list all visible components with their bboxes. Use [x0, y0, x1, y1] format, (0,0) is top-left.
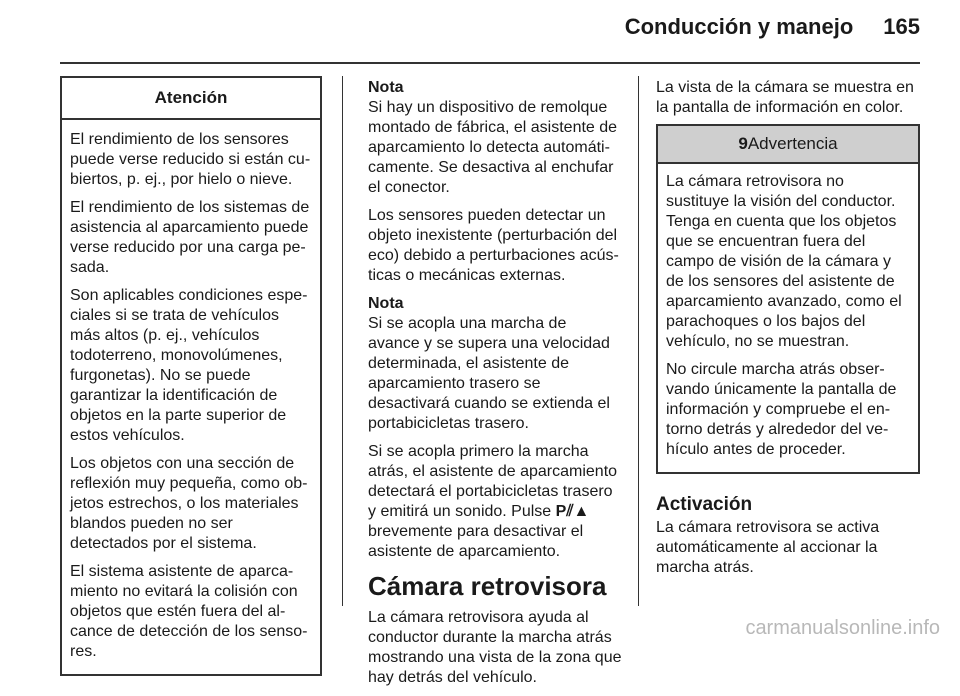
note-text: Si hay un dispositivo de remolque montado de fábrica, el asistente de aparcamiento lo detecta automáticamente. Se desactiva al enchufar el conector.	[368, 99, 618, 196]
warning-header	[658, 126, 918, 164]
attention-paragraph: Son aplicables condiciones especiales si se trata de vehículos más altos (p. ej., vehículos todoterreno, monovolúmenes, furgonetas). No se puede garantizar la identificación de objetos en la parte superior de estos vehículos.	[70, 287, 308, 444]
section-heading: Cámara retrovisora	[368, 571, 607, 601]
attention-paragraph: Los objetos con una sección de reflexión muy pequeña, como objetos estrechos, o los materiales blandos pueden no ser detectados por el sistema.	[70, 455, 308, 552]
column-divider-left	[342, 76, 343, 606]
right-column	[656, 78, 920, 586]
warning-triangle-icon: 9	[738, 134, 748, 153]
warning-body	[658, 164, 918, 472]
attention-paragraph: El rendimiento de los sensores puede verse reducido si están cubiertos, p. ej., por hielo o nieve.	[70, 131, 311, 188]
note-label: Nota	[368, 295, 404, 312]
left-column	[60, 76, 322, 676]
body-paragraph: Los sensores pueden detectar un objeto inexistente (perturbación del eco) debido a perturbaciones acústicas o mecánicas externas.	[368, 207, 619, 284]
text-span: brevemente para desactivar el asistente de aparcamiento.	[368, 523, 584, 560]
warning-paragraph: No circule marcha atrás observando únicamente la pantalla de información y compruebe el entorno detrás y alrededor del vehículo antes de proceder.	[666, 361, 897, 458]
watermark: carmanualsonline.info	[745, 617, 940, 639]
intro-paragraph: La vista de la cámara se muestra en la pantalla de información en color.	[656, 79, 914, 116]
activation-text: La cámara retrovisora se activa automáticamente al accionar la marcha atrás.	[656, 519, 880, 576]
text-span: Si se acopla primero la marcha atrás, el asistente de aparcamiento detectará el portabicicletas trasero y emitirá un sonido. Pulse	[368, 443, 618, 520]
chapter-title: Conducción y manejo	[624, 14, 854, 39]
note-text: Si se acopla una marcha de avance y se supera una velocidad determinada, el asistente de aparcamiento trasero se desactivará cuando se extienda el portabicicletas trasero.	[368, 315, 610, 432]
parking-button-icon: P⫽▲	[555, 503, 590, 520]
attention-body	[62, 120, 320, 674]
activation-heading: Activación	[656, 494, 753, 515]
header-rule	[60, 62, 920, 64]
body-paragraph	[368, 442, 622, 562]
page-header	[40, 14, 920, 40]
warning-heading: Advertencia	[747, 134, 838, 153]
warning-box	[656, 124, 920, 474]
attention-paragraph: El rendimiento de los sistemas de asistencia al aparcamiento puede verse reducido por una carga pesada.	[70, 199, 310, 276]
attention-heading: Atención	[62, 78, 320, 120]
page-number: 165	[883, 14, 920, 39]
warning-paragraph: La cámara retrovisora no sustituye la visión del conductor. Tenga en cuenta que los objetos que se encuentran fuera del campo de visión de la cámara y de los sensores del asistente de aparcamiento avanzado, como el parachoques o los bajos del vehículo, no se muestran.	[666, 173, 902, 350]
middle-column	[368, 78, 622, 696]
attention-box	[60, 76, 322, 676]
note-label: Nota	[368, 79, 404, 96]
section-text: La cámara retrovisora ayuda al conductor durante la marcha atrás mostrando una vista de la zona que hay detrás del vehículo.	[368, 609, 622, 686]
column-divider-right	[638, 76, 639, 606]
attention-paragraph: El sistema asistente de aparcamiento no evitará la colisión con objetos que estén fuera del alcance de detección de los sensores.	[70, 563, 308, 660]
